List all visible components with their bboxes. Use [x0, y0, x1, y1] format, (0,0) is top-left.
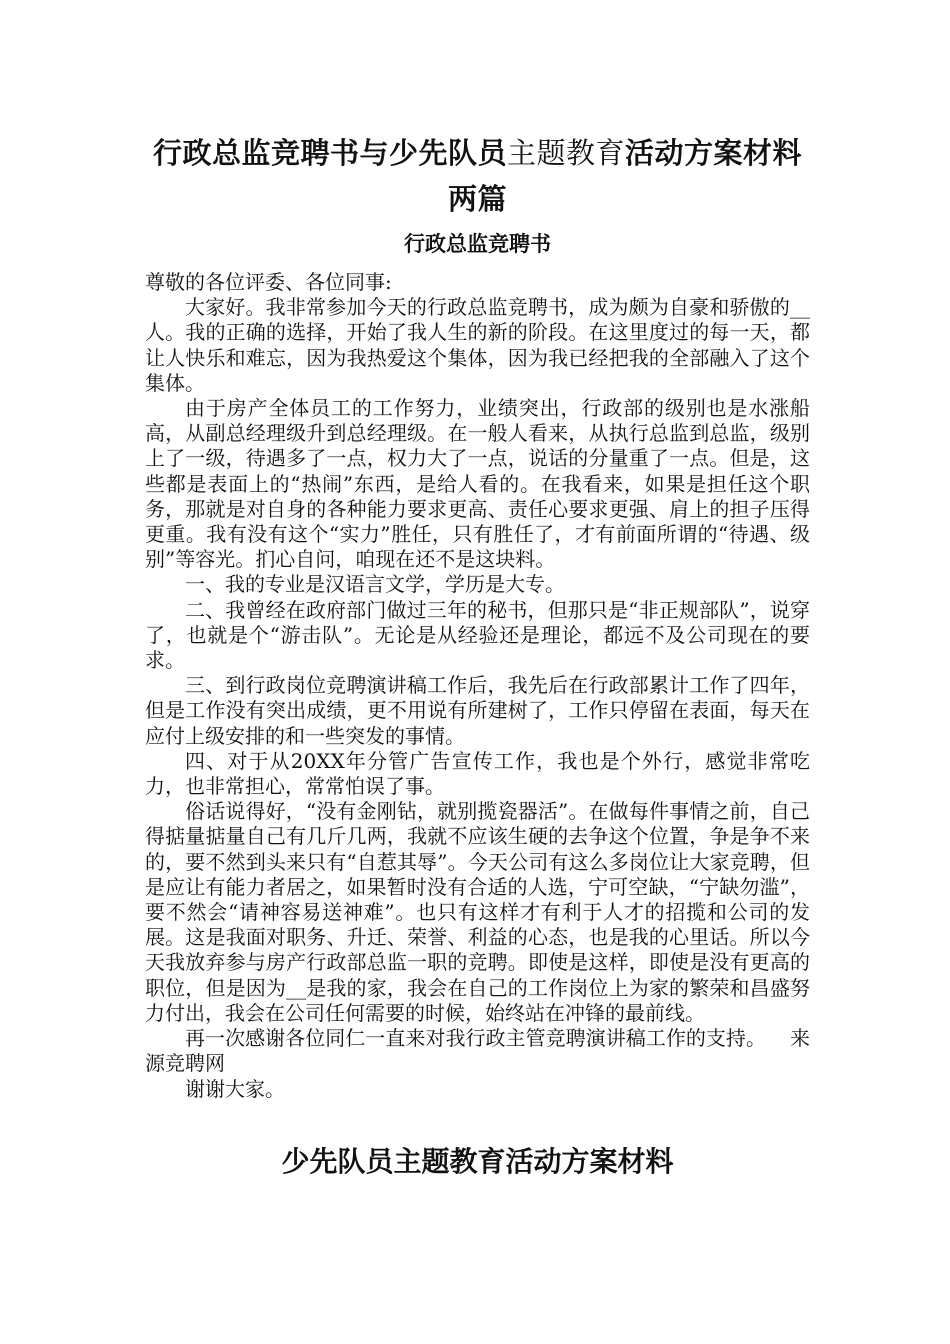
section-title-speech: 行政总监竞聘书	[404, 231, 551, 256]
paragraph-greeting: 大家好。我非常参加今天的行政总监竞聘书，成为颇为自豪和骄傲的__人。我的正确的选择，开始了我人生的新的阶段。在这里度过的每一天，都让人快乐和难忘，因为我热爱这个集体，因为我已经把我的全部融入了这个集体。	[145, 295, 810, 395]
source-note: 来源竞聘网	[145, 1026, 810, 1076]
paragraph-promotion: 由于房产全体员工的工作努力，业绩突出，行政部的级别也是水涨船高，从副总经理级升到总经理级。在一般人看来，从执行总监到总监，级别上了一级，待遇多了一点，权力大了一点，说话的分量重了一点。但是，这些都是表面上的“热闹”东西，是给人看的。在我看来，如果是担任这个职务，那就是对自身的各种能力要求更高、责任心要求更强、肩上的担子压得更重。我有没有这个“实力”胜任，只有胜任了，才有前面所谓的“待遇、级别”等容光。扪心自问，咱现在还不是这块料。	[145, 396, 810, 572]
salutation: 尊敬的各位评委、各位同事:	[145, 270, 392, 294]
paragraph-proverb: 俗话说得好，“没有金刚钻，就别揽瓷器活”。在做每件事情之前，自己得掂量掂量自己有几斤几两，我就不应该生硬的去争这个位置，争是争不来的，要不然到头来只有“自惹其辱”。今天公司有这么多岗位让大家竞聘，但是应让有能力者居之，如果暂时没有合适的人选，宁可空缺，“宁缺勿滥”，要不然会“请神容易送神难”。也只有这样才有利于人才的招揽和公司的发展。这是我面对职务、升迁、荣誉、利益的心态，也是我的心里话。所以今天我放弃参与房产行政部总监一职的竞聘。即使是这样，即使是没有更高的职位，但是因为__是我的家，我会在自己的工作岗位上为家的繁荣和昌盛努力付出，我会在公司任何需要的时候，始终站在冲锋的最前线。	[145, 799, 810, 1025]
speech-body	[145, 270, 810, 1102]
document-title	[145, 130, 810, 222]
paragraph-point-4: 四、对于从20XX年分管广告宣传工作，我也是个外行，感觉非常吃力，也非常担心，常常怕误了事。	[145, 748, 810, 799]
paragraph-point-3: 三、到行政岗位竞聘演讲稿工作后，我先后在行政部累计工作了四年，但是工作没有突出成绩，更不用说有所建树了，工作只停留在表面，每天在应付上级安排的和一些突发的事情。	[145, 673, 810, 748]
section-title-activity: 少先队员主题教育活动方案材料	[281, 1144, 674, 1178]
document-page	[145, 0, 810, 1182]
thanks-text: 再一次感谢各位同仁一直来对我行政主管竞聘演讲稿工作的支持。	[185, 1026, 766, 1051]
title-part-3: 活动方案材料两篇	[447, 136, 803, 216]
closing-line: 谢谢大家。	[185, 1076, 285, 1101]
title-part-2: 主题教育	[506, 136, 625, 170]
paragraph-point-2: 二、我曾经在政府部门做过三年的秘书，但那只是“非正规部队”，说穿了，也就是个“游击队”。无论是从经验还是理论，都远不及公司现在的要求。	[145, 597, 810, 673]
paragraph-point-1: 一、我的专业是汉语言文学，学历是大专。	[185, 572, 565, 597]
title-part-1: 行政总监竞聘书与少先队员	[152, 136, 507, 170]
paragraph-thanks	[145, 1026, 810, 1076]
